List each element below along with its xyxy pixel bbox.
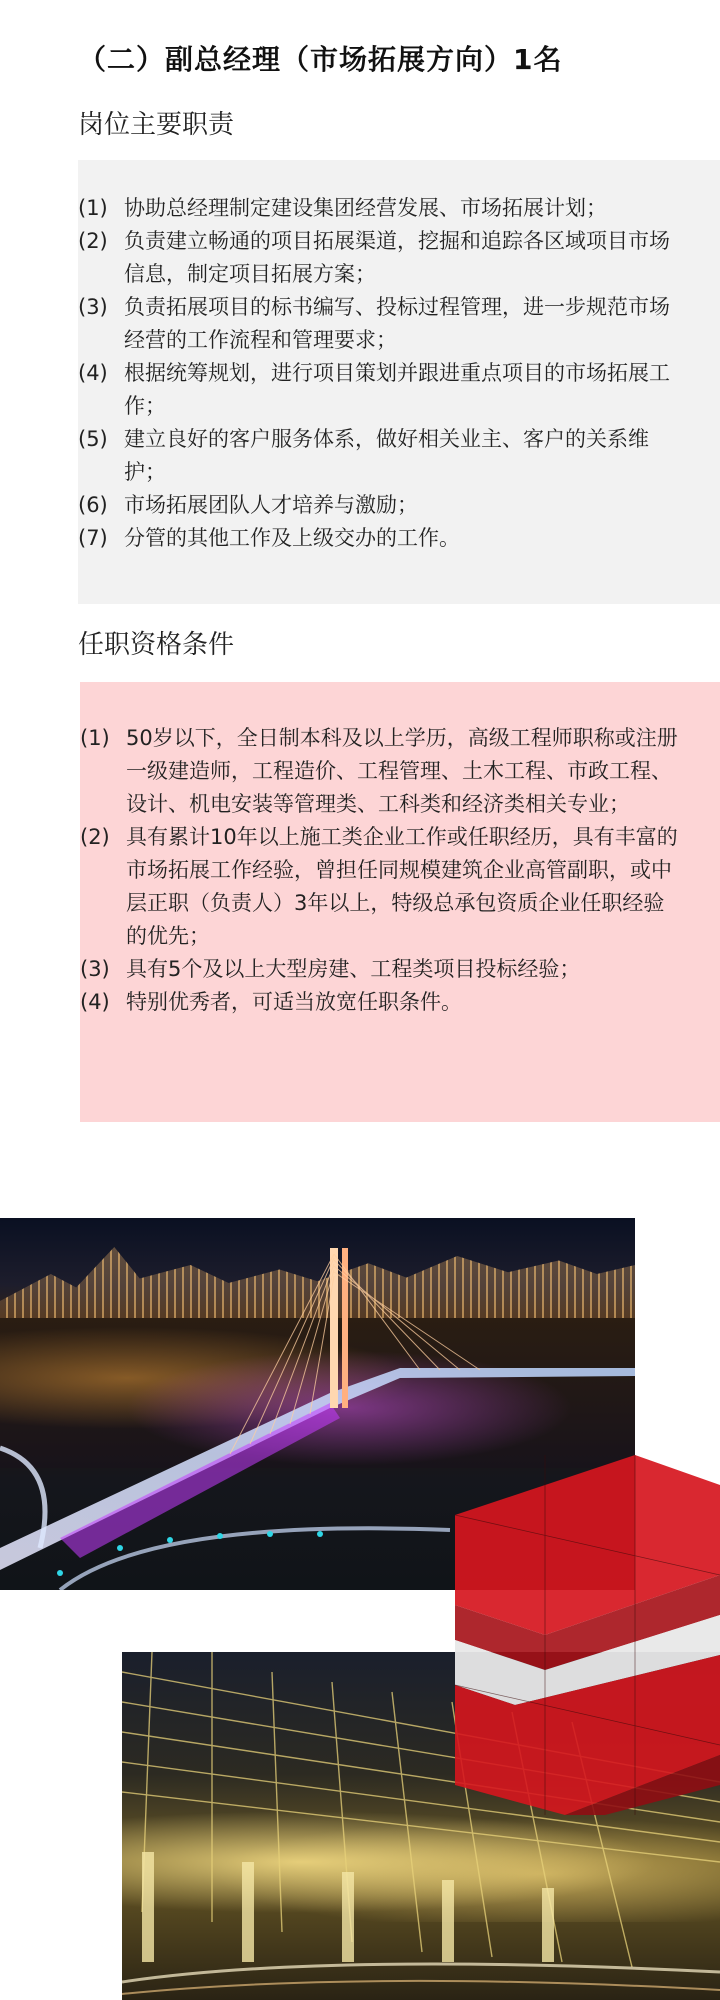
duty-number: (3) bbox=[78, 295, 108, 319]
duty-item bbox=[78, 522, 680, 555]
duty-text: 市场拓展团队人才培养与激励； bbox=[124, 493, 418, 517]
qualification-number: (1) bbox=[80, 726, 110, 750]
red-box-graphic bbox=[455, 1455, 720, 1815]
qualification-item bbox=[80, 821, 680, 953]
duty-number: (2) bbox=[78, 229, 108, 253]
duty-text: 建立良好的客户服务体系，做好相关业主、客户的关系维护； bbox=[124, 427, 649, 484]
qualification-number: (4) bbox=[80, 990, 110, 1014]
duty-number: (1) bbox=[78, 196, 108, 220]
duty-text: 协助总经理制定建设集团经营发展、市场拓展计划； bbox=[124, 196, 607, 220]
qualification-item bbox=[80, 953, 680, 986]
duty-text: 根据统筹规划，进行项目策划并跟进重点项目的市场拓展工作； bbox=[124, 361, 670, 418]
qualification-text: 50岁以下，全日制本科及以上学历，高级工程师职称或注册一级建造师，工程造价、工程管理、土木工程、市政工程、设计、机电安装等管理类、工科类和经济类相关专业； bbox=[126, 726, 678, 816]
duty-number: (7) bbox=[78, 526, 108, 550]
qualifications-heading: 任职资格条件 bbox=[78, 630, 235, 660]
qualification-number: (2) bbox=[80, 825, 110, 849]
duty-item bbox=[78, 489, 680, 522]
duties-heading: 岗位主要职责 bbox=[78, 110, 235, 140]
qualification-item bbox=[80, 986, 680, 1019]
duties-panel bbox=[78, 160, 720, 604]
duty-item bbox=[78, 291, 680, 357]
duty-item bbox=[78, 423, 680, 489]
duty-item bbox=[78, 357, 680, 423]
duty-text: 分管的其他工作及上级交办的工作。 bbox=[124, 526, 460, 550]
duty-item bbox=[78, 225, 680, 291]
qualification-text: 特别优秀者，可适当放宽任职条件。 bbox=[126, 990, 462, 1014]
qualification-item bbox=[80, 722, 680, 821]
qualification-text: 具有5个及以上大型房建、工程类项目投标经验； bbox=[126, 957, 581, 981]
duty-text: 负责拓展项目的标书编写、投标过程管理，进一步规范市场经营的工作流程和管理要求； bbox=[124, 295, 670, 352]
page-title: （二）副总经理（市场拓展方向）1名 bbox=[78, 43, 563, 76]
duty-number: (6) bbox=[78, 493, 108, 517]
duty-text: 负责建立畅通的项目拓展渠道，挖掘和追踪各区域项目市场信息，制定项目拓展方案； bbox=[124, 229, 670, 286]
duty-number: (5) bbox=[78, 427, 108, 451]
qualification-number: (3) bbox=[80, 957, 110, 981]
duty-item bbox=[78, 192, 680, 225]
qualifications-panel bbox=[80, 682, 720, 1122]
duty-number: (4) bbox=[78, 361, 108, 385]
qualification-text: 具有累计10年以上施工类企业工作或任职经历，具有丰富的市场拓展工作经验，曾担任同规模建筑企业高管副职，或中层正职（负责人）3年以上，特级总承包资质企业任职经验的优先； bbox=[126, 825, 678, 948]
